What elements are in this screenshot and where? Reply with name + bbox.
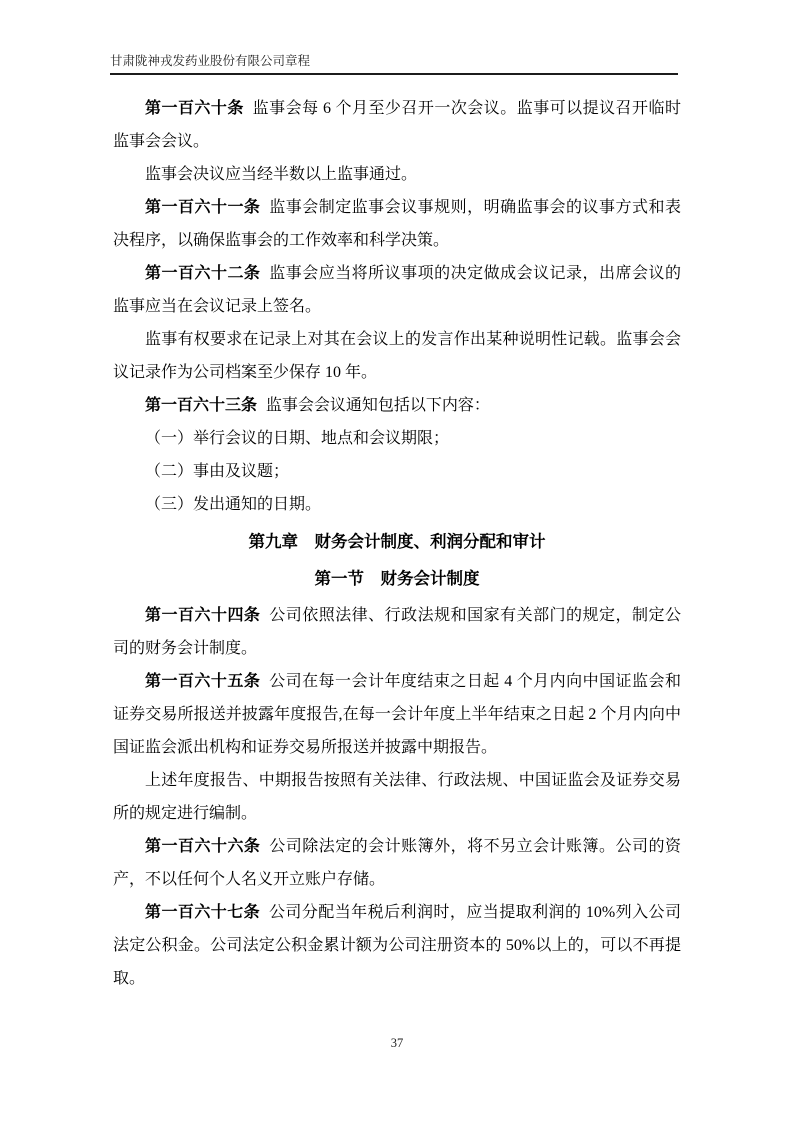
document-body — [113, 92, 681, 995]
paragraph-article-166 — [113, 830, 681, 896]
paragraph-text: 上述年度报告、中期报告按照有关法律、行政法规、中国证监会及证券交易所的规定进行编制。 — [113, 772, 681, 822]
chapter-heading: 第九章 财务会计制度、利润分配和审计 — [248, 532, 546, 551]
list-item-1 — [113, 422, 681, 455]
paragraph-article-161 — [113, 191, 681, 257]
article-number: 第一百六十四条 — [145, 607, 261, 624]
paragraph-article-160 — [113, 92, 681, 158]
paragraph-text: 监事有权要求在记录上对其在会议上的发言作出某种说明性记载。监事会会议记录作为公司档案至少保存 10 年。 — [113, 331, 681, 381]
paragraph-text: 公司除法定的会计账簿外，将不另立会计账簿。公司的资产，不以任何个人名义开立账户存储。 — [113, 838, 681, 888]
paragraph — [113, 764, 681, 830]
header-title: 甘肃陇神戎发药业股份有限公司章程 — [110, 54, 311, 68]
paragraph-text: 公司在每一会计年度结束之日起 4 个月内向中国证监会和证券交易所报送并披露年度报告,在每一会计年度上半年结束之日起 2 个月内向中国证监会派出机构和证券交易所报送并披露中期报告。 — [113, 673, 681, 756]
paragraph-text: 监事会应当将所议事项的决定做成会议记录，出席会议的监事应当在会议记录上签名。 — [113, 265, 681, 315]
list-item-2 — [113, 455, 681, 488]
paragraph — [113, 158, 681, 191]
paragraph-text: （一）举行会议的日期、地点和会议期限； — [145, 430, 450, 447]
paragraph-article-167 — [113, 896, 681, 995]
article-number: 第一百六十五条 — [145, 673, 261, 690]
paragraph-text: 监事会制定监事会议事规则，明确监事会的议事方式和表决程序，以确保监事会的工作效率和科学决策。 — [113, 199, 681, 249]
paragraph-article-164 — [113, 599, 681, 665]
page-header — [110, 52, 678, 75]
article-number: 第一百六十一条 — [145, 199, 261, 216]
paragraph — [113, 323, 681, 389]
article-number: 第一百六十二条 — [145, 265, 261, 282]
paragraph-text: 公司依照法律、行政法规和国家有关部门的规定，制定公司的财务会计制度。 — [113, 607, 681, 657]
paragraph-text: 监事会决议应当经半数以上监事通过。 — [145, 166, 418, 183]
paragraph-text: 公司分配当年税后利润时，应当提取利润的 10%列入公司法定公积金。公司法定公积金累计额为公司注册资本的 50%以上的，可以不再提取。 — [113, 904, 681, 987]
paragraph-article-165 — [113, 665, 681, 764]
paragraph-text: 监事会会议通知包括以下内容： — [265, 397, 490, 414]
list-item-3 — [113, 488, 681, 521]
section-heading: 第一节 财务会计制度 — [314, 569, 480, 588]
page-footer — [0, 1036, 794, 1051]
paragraph-article-163 — [113, 389, 681, 422]
page-number: 37 — [390, 1036, 404, 1050]
article-number: 第一百六十三条 — [145, 397, 258, 414]
paragraph-text: （三）发出通知的日期。 — [145, 496, 322, 513]
article-number: 第一百六十七条 — [145, 904, 261, 921]
article-number: 第一百六十条 — [145, 100, 244, 117]
article-number: 第一百六十六条 — [145, 838, 261, 855]
paragraph-article-162 — [113, 257, 681, 323]
paragraph-text: （二）事由及议题； — [145, 463, 290, 480]
paragraph-text: 监事会每 6 个月至少召开一次会议。监事可以提议召开临时监事会会议。 — [113, 100, 681, 150]
